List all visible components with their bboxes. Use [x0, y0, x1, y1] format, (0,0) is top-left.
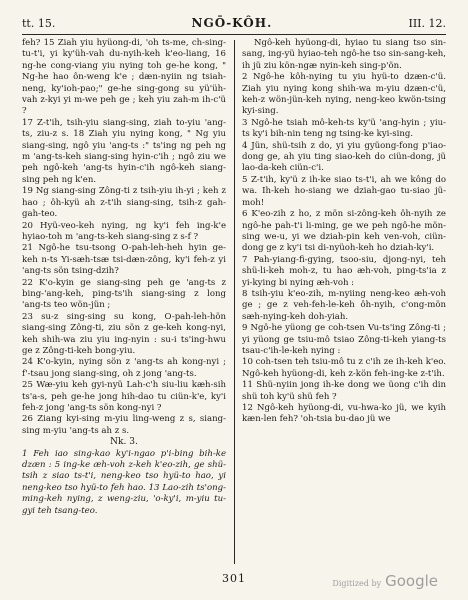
right-paragraph: 5 Z-t'ih, ky'ü z ih-ke siao ts-t'i, ah we kông do wa. Ih-keh ho-siang we dziah-gao tu-siao jü-moh!: [242, 174, 446, 208]
header-title: NGŌ-KÔH.: [191, 16, 273, 30]
running-header: [22, 14, 446, 32]
left-paragraph: 26 Ziang kyi-sing m-yiu ling-weng z s, siang-sing m-yiu 'ang-ts ah z s.: [22, 414, 226, 436]
right-paragraph: 12 Ngô-keh hyüong-di, vu-hwa-ko jü, we kyih kæn-len feh? 'oh-tsia bu-dao jü we: [242, 403, 446, 425]
left-paragraph: 24 K'o-kyin, nying sön z 'ang-ts ah kong-nyi ; f'-tsau jong siang-sing, oh z jong 'ang-ts.: [22, 357, 226, 379]
section-intro: 1 Feh iao sing-kao ky'i-ngao p'i-bing bih-ke dzæn : 5 ing-ke æh-voh z-keh k'eo-zih, ge shü-tsih z siao ts-t'i, neng-keo tso hyü-to hao, yi neng-keo tso hyü-to feh hao. 13 Lao-zih ts'ong-ming-keh nying, z weng-ziu, 'o-ky'i, m-yiu tu-gyi teh tsang-teo.: [22, 448, 226, 516]
header-rule: [22, 34, 446, 35]
right-paragraph: 6 K'eo-zih z ho, z mön si-zông-keh ôh-nyih ze ngô-he pah-t'i li-ming, ge we peh ngô-he mön-sing we-u, yi we dziah-pin keh ven-voh, ciün-dong ge z ky'i tsi di-nyüoh-keh ho dziah-ky'i.: [242, 209, 446, 254]
right-paragraph: 7 Pah-yiang-fi-gying, tsoo-siu, djong-nyi, teh shü-li-keh moh-z, tu hao æh-voh, ping-ts'ia z yi-kying bi nying æh-voh :: [242, 254, 446, 288]
header-right: III. 12.: [408, 16, 446, 30]
left-paragraph: 20 Hyü-veo-keh nying, ng ky'i feh ing-k'e hyiao-toh m 'ang-ts-keh siang-sing z s-f ?: [22, 220, 226, 242]
right-paragraph: 11 Shü-nyiin jong ih-ke dong we üong c'ih din shü toh ky'ü shü feh ?: [242, 380, 446, 402]
right-paragraph: 3 Ngô-he tsiah mô-keh-ts ky'ü 'ang-hyin ; yiu-ts ky'i bih-nin teng ng tsing-ke kyi-sing.: [242, 117, 446, 140]
page-number: 301: [222, 572, 246, 585]
left-paragraph: 25 Wæ-yiu keh gyi-nyü Lah-c'h siu-liu kæh-sih ts'a-s, peh ge-he jong hih-dao tu ciün-k'e, ky'i feh-z jong 'ang-ts sön kong-nyi ?: [22, 380, 226, 413]
right-paragraph: 9 Ngô-he yüong ge coh-tsen Vu-ts'ing Zông-ti ; yi yüong ge tsiu-mô tsiao Zông-ti-keh yiang-ts tsau-c'ih-le-keh nying :: [242, 323, 446, 356]
left-paragraph: 23 su-z sing-sing su kong, O-pah-leh-hön siang-sing Zông-ti, ziu sön z ge-keh kong-nyi, keh shih-wa ziu yiu ing-nyin : su-i ts'ing-hwu ge z Zông-ti-keh bong-yiu.: [22, 311, 226, 356]
right-paragraph: 10 coh-tsen teh tsiu-mô tu z c'ih ze ih-keh k'eo. Ngô-keh hyüong-di, keh z-kön feh-ing-ke z-t'ih.: [242, 357, 446, 379]
digitized-label: Digitized by: [332, 579, 382, 588]
left-column: [22, 38, 226, 564]
right-paragraph: Ngô-keh hyüong-di, hyiao tu siang tso sin-sang, ing-yü hyiao-teh ngô-he tso sin-sang-keh, ih jü ziu kön-ngæ nyin-keh sing-p'ön.: [242, 38, 446, 71]
column-divider: [234, 40, 235, 564]
header-left: tt. 15.: [22, 16, 56, 30]
section-heading: Nk. 3.: [110, 437, 138, 448]
google-wordmark: Google: [385, 572, 438, 590]
right-paragraph: 4 Jün, shü-tsih z do, yi yiu gyüong-fong p'iao-dong ge, ah yiu ting siao-keh do ciün-dong, jü lao-da-keh ciün-c'i.: [242, 140, 446, 174]
left-paragraph: 21 Ngô-he tsu-tsong O-pah-leh-heh hyin ge-keh n-ts Yi-sæh-tsæ tsi-dæn-zông, ky'i feh-z yi 'ang-ts sön tsing-dzih?: [22, 243, 226, 277]
left-paragraph: feh? 15 Ziah yiu hyüong-di, 'oh ts-me, ch-sing-tu-t'i, yi ky'üh-vah du-nyih-keh k'eo-liang, 16 ng-he cong-viang yiu nying toh ge-he kong, " Ng-he hao ôn-weng k'e ; dæn-nyiin ng tsiah-neng, ky'ioh-pao;" ge-he sing-gong su yü'üh-vah z-kyi yi m-we peh ge ; keh yiu zah-m ih-c'ü ?: [22, 38, 226, 117]
right-column: [242, 38, 446, 564]
right-paragraph: 8 tsih-yiu k'eo-zih, m-nyiing neng-keo æh-voh ge ; ge z veh-feh-le-keh ôh-nyih, c'ong-mön sæh-nying-keh doh-yiah.: [242, 288, 446, 322]
digitized-watermark: [332, 572, 438, 590]
right-paragraph: 2 Ngô-he kôh-nying tu yiu hyü-to dzæn-c'ü. Ziah yiu nying kong shih-wa m-yiu dzæn-c'ü, keh-z wön-jün-keh nying, neng-keo kwön-tsing kyi-sing.: [242, 72, 446, 117]
left-paragraph: 22 K'o-kyin ge siang-sing peh ge 'ang-ts z bing-'ang-keh, ping-ts'ih siang-sing z long 'ang-ts teo wön-jün ;: [22, 277, 226, 311]
left-paragraph: 17 Z-t'ih, tsih-yiu siang-sing, ziah to-yiu 'ang-ts, ziu-z s. 18 Ziah yiu nying kong, " Ng yiu siang-sing, ngô yiu 'ang-ts :" ts'ing ng peh ng m 'ang-ts-keh siang-sing hyin-c'ih ; ngô ziu we peh ngô-keh 'ang-ts hyin-c'ih ngô-keh siang-sing peh ng k'en.: [22, 117, 226, 185]
left-paragraph: 19 Ng siang-sing Zông-ti z tsih-yiu ih-yi ; keh z hao ; ôh-kyü ah z-t'ih siang-sing, tsih-z gah-gah-teo.: [22, 186, 226, 220]
